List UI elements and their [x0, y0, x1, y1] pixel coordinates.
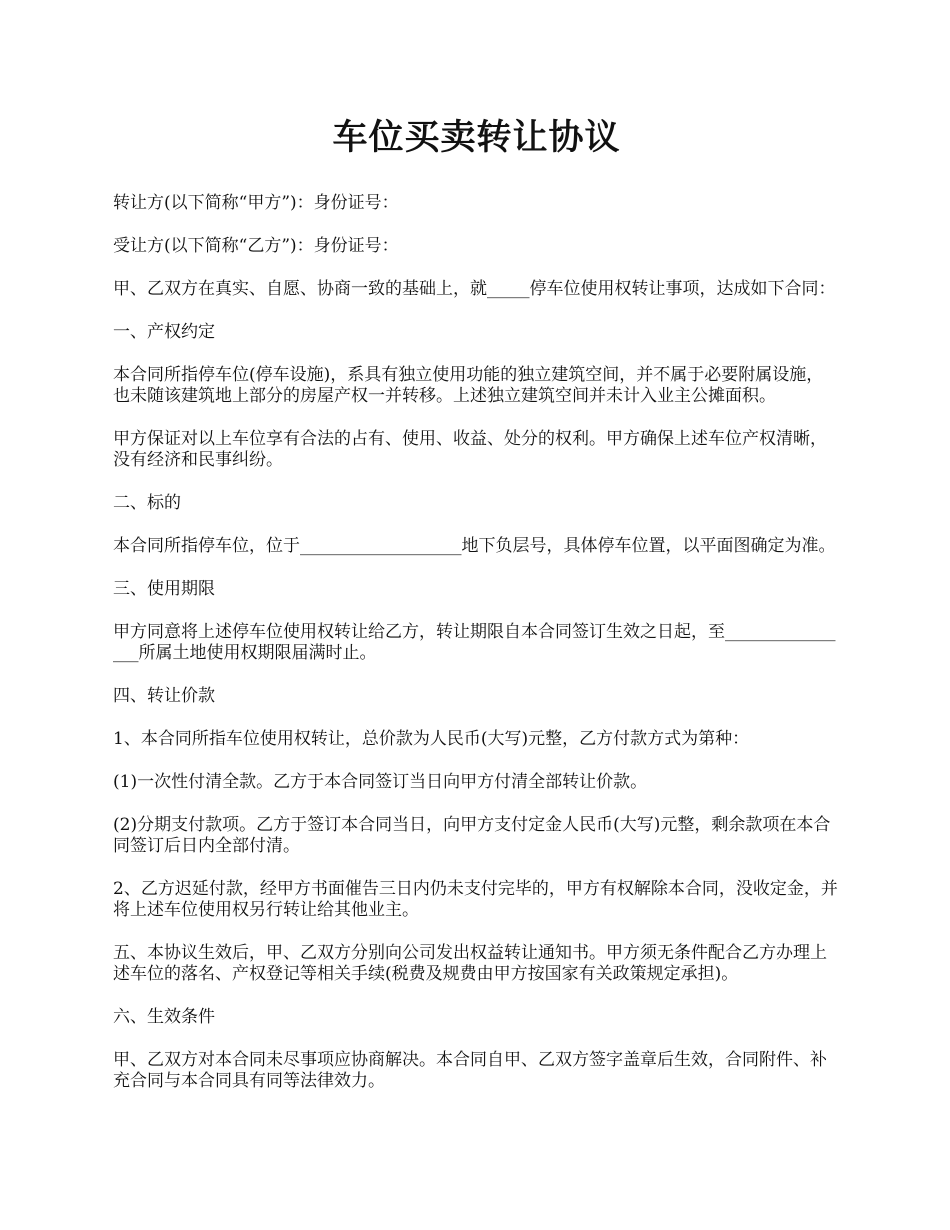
section-3-paragraph: 甲方同意将上述停车位使用权转让给乙方，转让期限自本合同签订生效之日起，至________________所属土地使用权期限届满时止。 [113, 622, 836, 663]
section-4-clause-1: 1、本合同所指车位使用权转让，总价款为人民币(大写)元整，乙方付款方式为第种： [113, 729, 750, 749]
section-4-option-1: (1)一次性付清全款。乙方于本合同签订当日向甲方付清全部转让价款。 [113, 772, 648, 792]
section-heading-3: 三、使用期限 [113, 579, 215, 599]
section-heading-2: 二、标的 [113, 493, 181, 513]
party-b-line: 受让方(以下简称“乙方”)：身份证号： [113, 236, 399, 256]
section-heading-4: 四、转让价款 [113, 686, 215, 706]
section-4-option-2: (2)分期支付款项。乙方于签订本合同当日，向甲方支付定金人民币(大写)元整，剩余款项在本合同签订后日内全部付清。 [113, 815, 831, 856]
section-4-clause-2: 2、乙方迟延付款，经甲方书面催告三日内仍未支付完毕的，甲方有权解除本合同，没收定金，并将上述车位使用权另行转让给其他业主。 [113, 879, 838, 920]
section-6-paragraph: 甲、乙双方对本合同未尽事项应协商解决。本合同自甲、乙双方签字盖章后生效，合同附件、补充合同与本合同具有同等法律效力。 [113, 1050, 827, 1091]
document-title: 车位买卖转让协议 [332, 117, 621, 158]
section-2-paragraph: 本合同所指停车位，位于___________________地下负层号，具体停车位置，以平面图确定为准。 [113, 536, 836, 556]
section-1-paragraph-2: 甲方保证对以上车位享有合法的占有、使用、收益、处分的权利。甲方确保上述车位产权清晰，没有经济和民事纠纷。 [113, 429, 827, 470]
preamble-paragraph: 甲、乙双方在真实、自愿、协商一致的基础上，就_____停车位使用权转让事项，达成如下合同： [113, 279, 836, 299]
section-5-paragraph: 五、本协议生效后，甲、乙双方分别向公司发出权益转让通知书。甲方须无条件配合乙方办理上述车位的落名、产权登记等相关手续(税费及规费由甲方按国家有关政策规定承担)。 [113, 943, 827, 984]
section-1-paragraph-1: 本合同所指停车位(停车设施)，系具有独立使用功能的独立建筑空间，并不属于必要附属设施，也未随该建筑地上部分的房屋产权一并转移。上述独立建筑空间并未计入业主公摊面积。 [113, 365, 824, 406]
party-a-line: 转让方(以下简称“甲方”)：身份证号： [113, 193, 399, 213]
section-heading-1: 一、产权约定 [113, 322, 215, 342]
section-heading-6: 六、生效条件 [113, 1007, 215, 1027]
